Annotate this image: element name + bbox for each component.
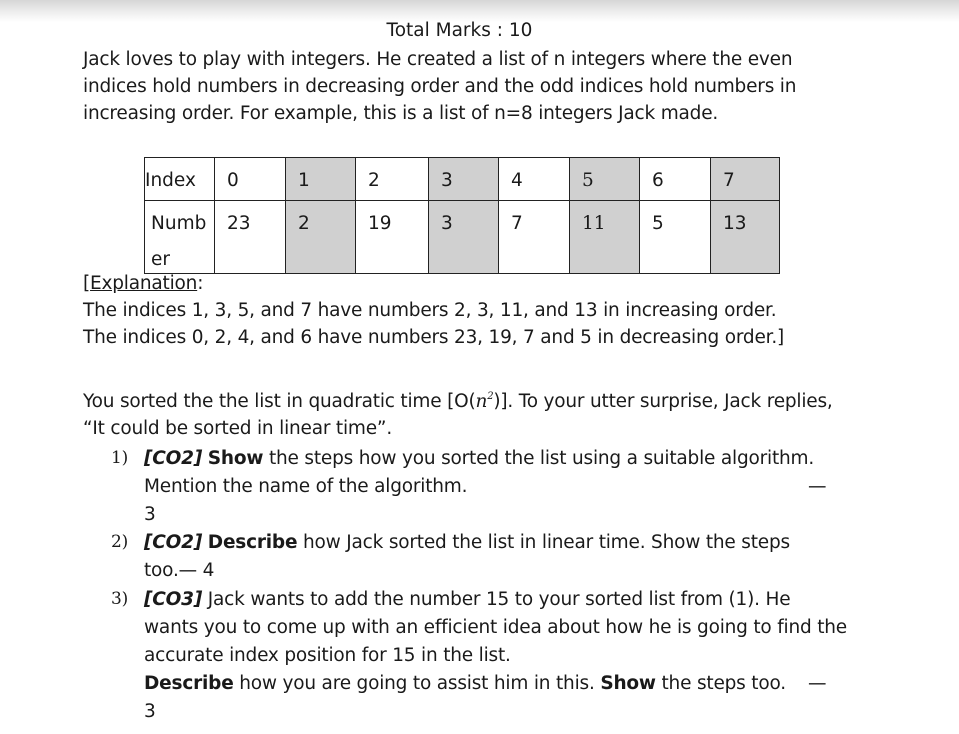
- explanation-colon: :: [197, 273, 204, 294]
- question-1-number: 1): [111, 448, 129, 468]
- question-3-marks: 3: [144, 701, 156, 722]
- index-cell-7: [711, 158, 780, 201]
- index-cell-4: [499, 158, 570, 201]
- number-value: 7: [511, 213, 523, 234]
- number-cell-7: [711, 201, 780, 274]
- math-exponent: 2: [487, 391, 494, 402]
- number-cell-1: [286, 201, 356, 274]
- index-value: 6: [652, 170, 664, 191]
- number-cell-2: [356, 201, 429, 274]
- number-cell-4: [499, 201, 570, 274]
- number-value: 5: [652, 213, 664, 234]
- explanation-line-1: The indices 1, 3, 5, and 7 have numbers 2, 3, 11, and 13 in increasing order.: [83, 300, 777, 321]
- index-cell-0: [215, 158, 286, 201]
- index-label-cell: [145, 158, 215, 201]
- number-value: 3: [441, 213, 453, 234]
- number-label-part-2: er: [151, 249, 170, 270]
- question-3-line-3: accurate index position for 15 in the list.: [144, 645, 511, 666]
- question-3-line-1: [144, 586, 790, 613]
- explanation-open-bracket: [: [83, 273, 91, 294]
- total-marks: Total Marks : 10: [386, 20, 533, 41]
- question-1-marks: 3: [144, 504, 156, 525]
- index-value: 4: [511, 170, 523, 191]
- explanation-line-2: The indices 0, 2, 4, and 6 have numbers 23, 19, 7 and 5 in decreasing order.]: [83, 327, 785, 348]
- index-value: 0: [227, 170, 239, 191]
- question-1-verb: Show: [207, 448, 264, 469]
- number-cell-6: [640, 201, 711, 274]
- number-label-cell: [145, 201, 215, 274]
- intro-line-2: indices hold numbers in decreasing order and the odd indices hold numbers in: [83, 76, 797, 97]
- question-3-text: Jack wants to add the number 15 to your sorted list from (1). He: [202, 589, 791, 610]
- question-3-dash: —: [808, 673, 827, 694]
- question-2-verb: Describe: [207, 532, 298, 553]
- sorting-before-math: You sorted the the list in quadratic time [O(: [83, 391, 476, 412]
- question-3-mid-text: how you are going to assist him in this.: [233, 673, 601, 694]
- question-2-text: how Jack sorted the list in linear time. Show the steps: [297, 532, 790, 553]
- index-value: 7: [723, 170, 735, 191]
- number-value: 19: [368, 213, 392, 234]
- question-1-line-2: Mention the name of the algorithm.: [144, 476, 468, 497]
- index-cell-5: [570, 158, 640, 201]
- sorting-line-1: [83, 388, 833, 415]
- index-cell-6: [640, 158, 711, 201]
- question-1-dash: —: [808, 476, 827, 497]
- question-2-line-1: [144, 529, 790, 556]
- index-label: Index: [145, 170, 196, 191]
- number-cell-5: [570, 201, 640, 274]
- question-2-number: 2): [111, 532, 129, 552]
- sorting-line-2: “It could be sorted in linear time”.: [83, 418, 392, 439]
- number-row: [145, 201, 780, 274]
- question-3-line-4: [144, 670, 786, 697]
- index-value: 3: [441, 170, 453, 191]
- question-1-tag: [CO2]: [144, 448, 203, 469]
- sorting-after-math: )]. To your utter surprise, Jack replies,: [493, 391, 833, 412]
- index-number-table: [144, 157, 780, 274]
- question-1-line-1: [144, 445, 814, 472]
- index-cell-1: [286, 158, 356, 201]
- question-3-verb-describe: Describe: [144, 673, 234, 694]
- index-value: 1: [298, 170, 310, 191]
- question-2-tag: [CO2]: [144, 532, 203, 553]
- math-variable: n: [475, 391, 488, 412]
- question-3-tag: [CO3]: [144, 589, 203, 610]
- index-value: 5: [582, 170, 594, 191]
- question-3-number: 3): [111, 589, 129, 609]
- number-label-part-1: Numb: [151, 213, 207, 234]
- number-value: 13: [723, 213, 747, 234]
- question-2-line-2: too.— 4: [144, 560, 215, 581]
- number-value: 11: [582, 213, 606, 234]
- index-cell-2: [356, 158, 429, 201]
- index-row: [145, 158, 780, 201]
- number-value: 23: [227, 213, 251, 234]
- question-1-text: the steps how you sorted the list using a suitable algorithm.: [263, 448, 815, 469]
- number-cell-0: [215, 201, 286, 274]
- intro-line-3: increasing order. For example, this is a list of n=8 integers Jack made.: [83, 103, 719, 124]
- question-3-end-text: the steps too.: [655, 673, 786, 694]
- number-value: 2: [298, 213, 310, 234]
- explanation-label: Explanation: [90, 273, 198, 294]
- number-cell-3: [429, 201, 499, 274]
- intro-line-1: Jack loves to play with integers. He created a list of n integers where the even: [83, 49, 793, 70]
- question-3-verb-show: Show: [600, 673, 656, 694]
- index-cell-3: [429, 158, 499, 201]
- index-value: 2: [368, 170, 380, 191]
- question-3-line-2: wants you to come up with an efficient idea about how he is going to find the: [144, 617, 847, 638]
- explanation-heading: [83, 270, 203, 297]
